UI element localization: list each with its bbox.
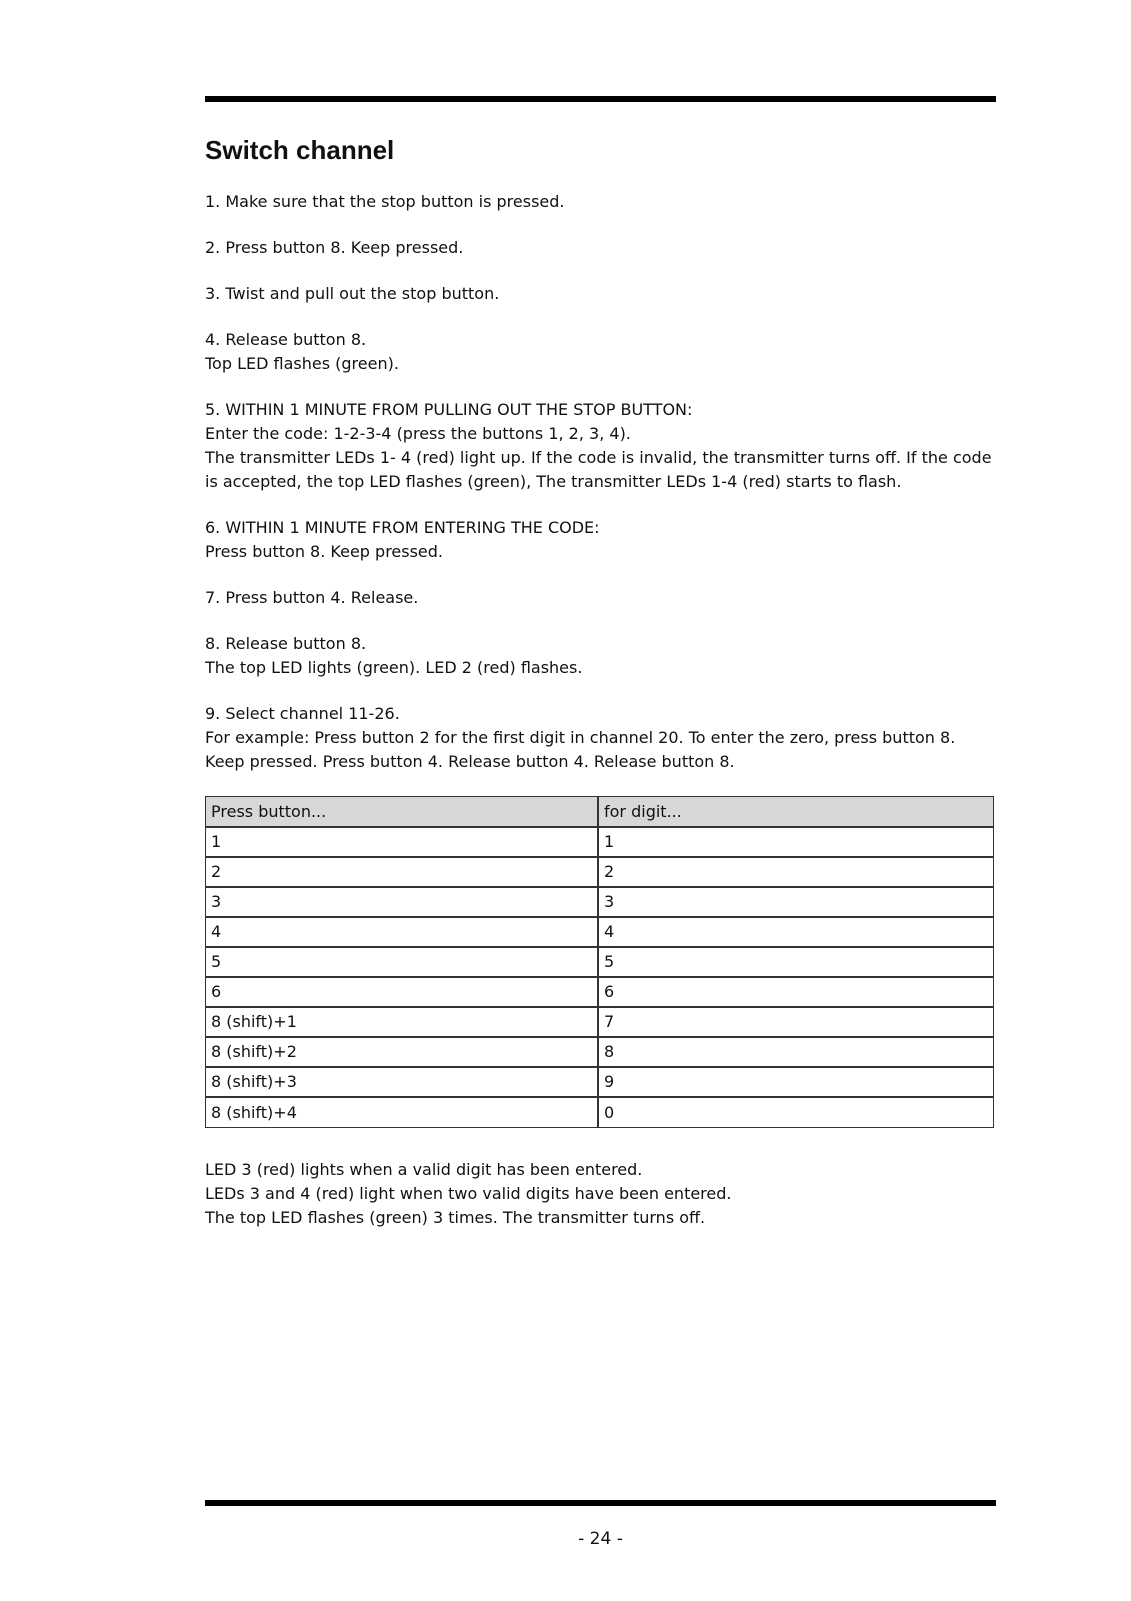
step-3 xyxy=(205,282,995,306)
page-number: - 24 - xyxy=(578,1529,623,1549)
step-7 xyxy=(205,586,995,610)
step-text: 2. Press button 8. Keep pressed. xyxy=(205,238,464,257)
step-8 xyxy=(205,632,995,680)
table-cell: 3 xyxy=(598,887,993,917)
table-cell: 8 xyxy=(598,1037,993,1067)
table-cell: 6 xyxy=(598,977,993,1007)
step-6 xyxy=(205,516,995,564)
step-text: Press button 8. Keep pressed. xyxy=(205,542,444,561)
table-cell: 8 (shift)+1 xyxy=(206,1007,598,1037)
step-1 xyxy=(205,190,995,214)
table-cell: 2 xyxy=(206,857,598,887)
table-header-row xyxy=(206,797,993,827)
table-cell: 9 xyxy=(598,1067,993,1097)
table-cell: 3 xyxy=(206,887,598,917)
table-row xyxy=(206,1097,993,1127)
footer-rule xyxy=(205,1500,996,1506)
table-cell: 5 xyxy=(206,947,598,977)
step-text: 4. Release button 8. xyxy=(205,330,367,349)
note-line: LED 3 (red) lights when a valid digit has been entered. xyxy=(205,1160,643,1179)
step-text: 7. Press button 4. Release. xyxy=(205,588,419,607)
table-row xyxy=(206,947,993,977)
table-cell: 2 xyxy=(598,857,993,887)
page-title: Switch channel xyxy=(205,135,395,165)
step-text: 5. WITHIN 1 MINUTE FROM PULLING OUT THE STOP BUTTON: xyxy=(205,400,693,419)
step-text: Top LED flashes (green). xyxy=(205,354,399,373)
note-line: The top LED flashes (green) 3 times. The transmitter turns off. xyxy=(205,1208,706,1227)
step-5 xyxy=(205,398,995,494)
note-line: LEDs 3 and 4 (red) light when two valid digits have been entered. xyxy=(205,1184,732,1203)
table-cell: 4 xyxy=(206,917,598,947)
table-row xyxy=(206,1037,993,1067)
digit-table xyxy=(205,796,994,1128)
step-text: 9. Select channel 11-26. xyxy=(205,704,400,723)
table-cell: 5 xyxy=(598,947,993,977)
step-text: Enter the code: 1-2-3-4 (press the buttons 1, 2, 3, 4). xyxy=(205,424,631,443)
table-row xyxy=(206,857,993,887)
table-cell: 8 (shift)+4 xyxy=(206,1097,598,1127)
table-row xyxy=(206,1007,993,1037)
table-cell: 6 xyxy=(206,977,598,1007)
table-header-cell: for digit... xyxy=(598,797,993,827)
step-text: 6. WITHIN 1 MINUTE FROM ENTERING THE CODE: xyxy=(205,518,600,537)
step-text: For example: Press button 2 for the first digit in channel 20. To enter the zero, press button 8. Keep pressed. Press button 4. Release button 4. Release button 8. xyxy=(205,728,956,771)
table-cell: 8 (shift)+3 xyxy=(206,1067,598,1097)
table-cell: 8 (shift)+2 xyxy=(206,1037,598,1067)
table-row xyxy=(206,887,993,917)
header-rule xyxy=(205,96,996,102)
table-cell: 7 xyxy=(598,1007,993,1037)
table-row xyxy=(206,1067,993,1097)
document-body xyxy=(205,190,995,1230)
table-row xyxy=(206,917,993,947)
step-text: 3. Twist and pull out the stop button. xyxy=(205,284,500,303)
step-text: The transmitter LEDs 1- 4 (red) light up. If the code is invalid, the transmitter turns off. If the code is accepted, the top LED flashes (green), The transmitter LEDs 1-4 (red) starts to flash. xyxy=(205,448,992,491)
step-text: 8. Release button 8. xyxy=(205,634,367,653)
step-9 xyxy=(205,702,995,774)
step-text: The top LED lights (green). LED 2 (red) flashes. xyxy=(205,658,583,677)
table-cell: 4 xyxy=(598,917,993,947)
step-text: 1. Make sure that the stop button is pressed. xyxy=(205,192,565,211)
table-row xyxy=(206,827,993,857)
post-table-notes xyxy=(205,1158,995,1230)
step-2 xyxy=(205,236,995,260)
step-4 xyxy=(205,328,995,376)
table-cell: 1 xyxy=(598,827,993,857)
table-cell: 0 xyxy=(604,1102,615,1122)
table-header-cell: Press button... xyxy=(206,797,598,827)
table-row xyxy=(206,977,993,1007)
table-cell: 1 xyxy=(206,827,598,857)
